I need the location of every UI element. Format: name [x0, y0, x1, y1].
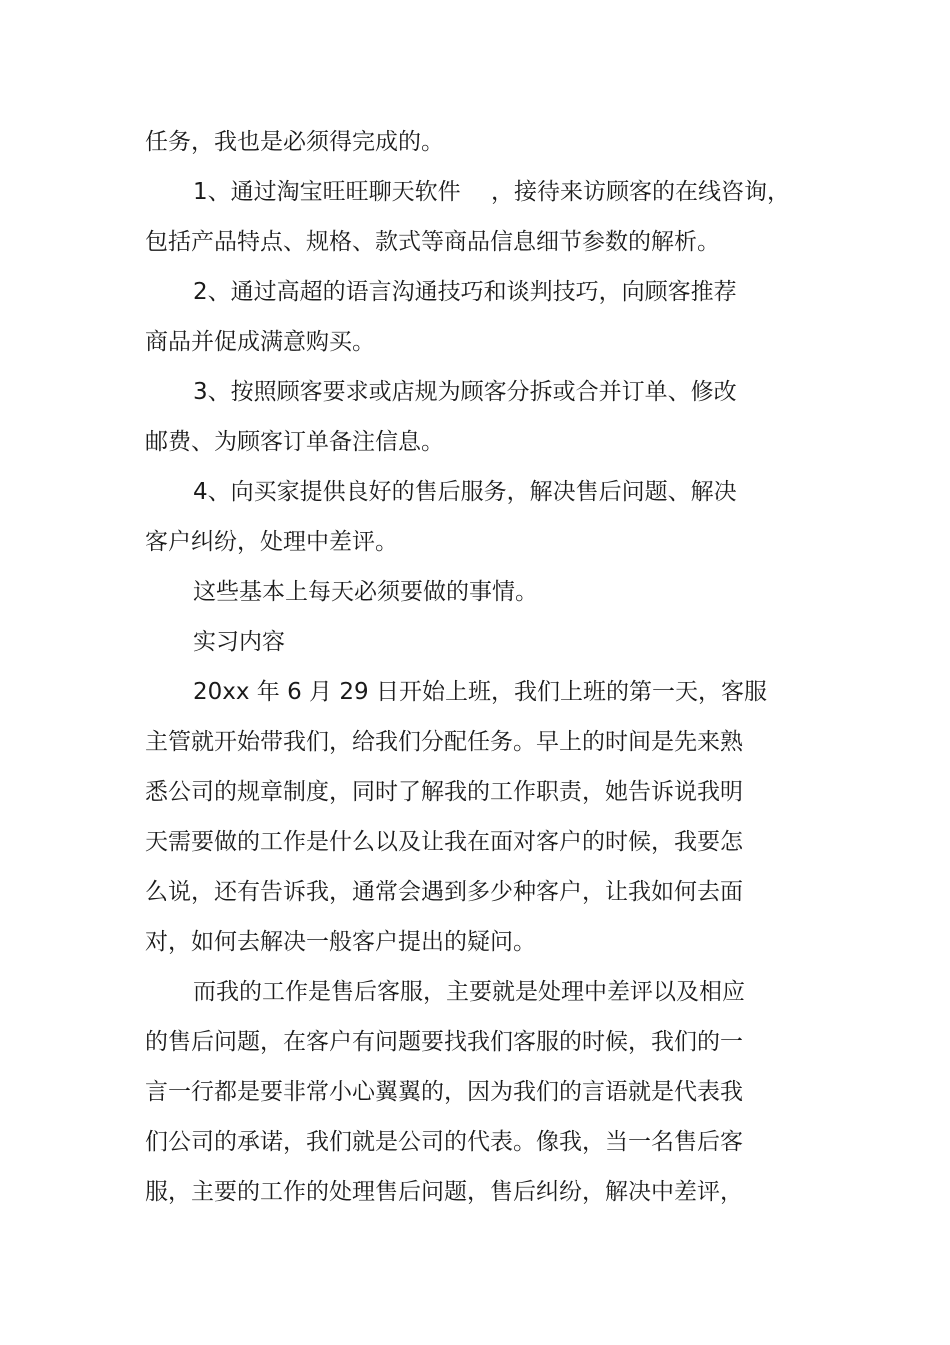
text-line: 言一行都是要非常小心翼翼的，因为我们的言语就是代表我 — [145, 1079, 743, 1105]
text-line: 任务，我也是必须得完成的。 — [145, 129, 444, 155]
text-line: 3、按照顾客要求或店规为顾客分拆或合并订单、修改 — [193, 379, 737, 405]
text-line: 商品并促成满意购买。 — [145, 329, 375, 355]
text-line: 这些基本上每天必须要做的事情。 — [193, 579, 538, 605]
text-line: 么说，还有告诉我，通常会遇到多少种客户，让我如何去面 — [145, 879, 743, 905]
text-line: 而我的工作是售后客服，主要就是处理中差评以及相应 — [193, 979, 745, 1005]
text-line: 20xx 年 6 月 29 日开始上班，我们上班的第一天，客服 — [193, 679, 767, 705]
text-line: 4、向买家提供良好的售后服务，解决售后问题、解决 — [193, 479, 737, 505]
section-heading: 实习内容 — [193, 629, 285, 655]
text-line: 对，如何去解决一般客户提出的疑问。 — [145, 929, 536, 955]
text-line: 服，主要的工作的处理售后问题，售后纠纷，解决中差评， — [145, 1179, 743, 1205]
text-line: 包括产品特点、规格、款式等商品信息细节参数的解析。 — [145, 229, 720, 255]
text-line: 邮费、为顾客订单备注信息。 — [145, 429, 444, 455]
text-line: 天需要做的工作是什么以及让我在面对客户的时候，我要怎 — [145, 829, 743, 855]
text-line: 1、通过淘宝旺旺聊天软件 ，接待来访顾客的在线咨询， — [193, 179, 790, 205]
text-line: 主管就开始带我们，给我们分配任务。早上的时间是先来熟 — [145, 729, 743, 755]
text-line: 2、通过高超的语言沟通技巧和谈判技巧，向顾客推荐 — [193, 279, 737, 305]
text-line: 客户纠纷，处理中差评。 — [145, 529, 398, 555]
text-line: 们公司的承诺，我们就是公司的代表。像我，当一名售后客 — [145, 1129, 743, 1155]
text-line: 悉公司的规章制度，同时了解我的工作职责，她告诉说我明 — [145, 779, 743, 805]
text-line: 的售后问题，在客户有问题要找我们客服的时候，我们的一 — [145, 1029, 743, 1055]
